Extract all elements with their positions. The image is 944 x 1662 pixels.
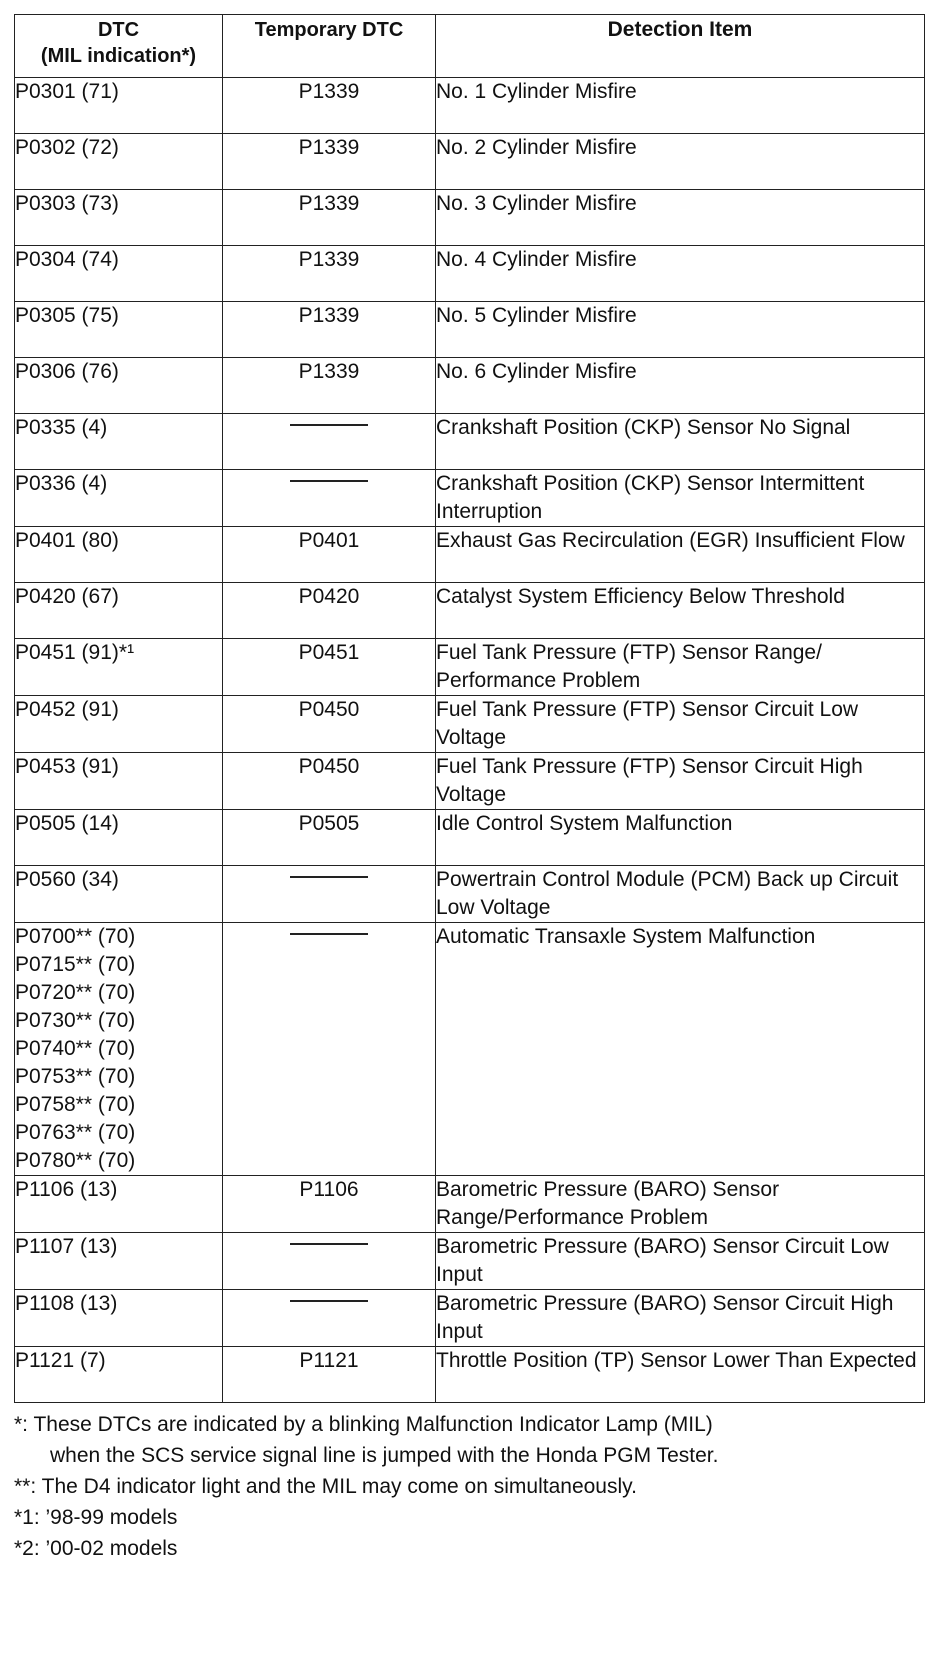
table-header-row <box>15 15 925 78</box>
header-dtc-title: DTC <box>97 19 140 41</box>
dtc-code: P0730** (70) <box>15 1009 136 1032</box>
table-row <box>15 1176 925 1233</box>
dtc-table-body <box>15 78 925 1403</box>
detection-item-cell: No. 5 Cylinder Misfire <box>436 302 925 358</box>
dtc-code: P0336 (4) <box>15 472 108 495</box>
temporary-dtc-cell: P0451 <box>223 639 436 696</box>
detection-item-cell: No. 1 Cylinder Misfire <box>436 78 925 134</box>
table-row <box>15 358 925 414</box>
dtc-code: P0420 (67) <box>15 585 119 608</box>
no-temporary-dtc-dash <box>290 480 368 482</box>
detection-item-cell: Fuel Tank Pressure (FTP) Sensor Circuit Low Voltage <box>436 696 925 753</box>
dtc-code-cell <box>15 1176 223 1233</box>
detection-item-cell: Barometric Pressure (BARO) Sensor Range/Performance Problem <box>436 1176 925 1233</box>
footnote-d4-indicator: **: The D4 indicator light and the MIL may come on simultaneously. <box>14 1475 637 1498</box>
detection-item-cell: Throttle Position (TP) Sensor Lower Than Expected <box>436 1347 925 1403</box>
temporary-dtc-cell: P0450 <box>223 696 436 753</box>
table-row <box>15 470 925 527</box>
dtc-code: P0302 (72) <box>15 136 119 159</box>
no-temporary-dtc-dash <box>290 933 368 935</box>
temporary-dtc-cell: P1339 <box>223 190 436 246</box>
detection-item-cell: Barometric Pressure (BARO) Sensor Circuit Low Input <box>436 1233 925 1290</box>
header-detection-item: Detection Item <box>436 15 925 78</box>
dtc-code: P0401 (80) <box>15 529 119 552</box>
table-row <box>15 866 925 923</box>
table-row <box>15 696 925 753</box>
temporary-dtc-cell <box>223 1233 436 1290</box>
footnote-mil-line2: when the SCS service signal line is jumped with the Honda PGM Tester. <box>50 1444 719 1467</box>
table-row <box>15 190 925 246</box>
dtc-code: P0740** (70) <box>15 1037 136 1060</box>
detection-item-cell: Powertrain Control Module (PCM) Back up Circuit Low Voltage <box>436 866 925 923</box>
footnotes <box>14 1409 924 1564</box>
dtc-table <box>14 14 925 1403</box>
dtc-code: P1108 (13) <box>15 1292 118 1315</box>
temporary-dtc-cell: P1339 <box>223 302 436 358</box>
dtc-code-cell <box>15 1347 223 1403</box>
detection-item-cell: Idle Control System Malfunction <box>436 810 925 866</box>
temporary-dtc-cell: P1339 <box>223 246 436 302</box>
temporary-dtc-cell <box>223 1290 436 1347</box>
detection-item-cell: No. 4 Cylinder Misfire <box>436 246 925 302</box>
detection-item-cell: Crankshaft Position (CKP) Sensor No Signal <box>436 414 925 470</box>
dtc-code: P0780** (70) <box>15 1149 136 1172</box>
table-row <box>15 414 925 470</box>
temporary-dtc-cell: P0505 <box>223 810 436 866</box>
temporary-dtc-cell: P1121 <box>223 1347 436 1403</box>
dtc-code-cell <box>15 1290 223 1347</box>
header-dtc-subtitle: (MIL indication*) <box>40 45 197 67</box>
header-temporary-dtc: Temporary DTC <box>223 15 436 78</box>
temporary-dtc-cell <box>223 866 436 923</box>
dtc-code-cell <box>15 753 223 810</box>
table-row <box>15 1290 925 1347</box>
temporary-dtc-cell <box>223 923 436 1176</box>
table-row <box>15 923 925 1176</box>
dtc-code-cell <box>15 923 223 1176</box>
dtc-code: P0451 (91)*¹ <box>15 641 135 664</box>
dtc-code: P0763** (70) <box>15 1121 136 1144</box>
no-temporary-dtc-dash <box>290 424 368 426</box>
dtc-code-cell <box>15 302 223 358</box>
temporary-dtc-cell: P1339 <box>223 358 436 414</box>
footnote-mil-line1: *: These DTCs are indicated by a blinking Malfunction Indicator Lamp (MIL) <box>14 1413 713 1436</box>
table-row <box>15 246 925 302</box>
dtc-code: P0505 (14) <box>15 812 119 835</box>
dtc-code-cell <box>15 470 223 527</box>
table-row <box>15 1233 925 1290</box>
detection-item-cell: Fuel Tank Pressure (FTP) Sensor Circuit High Voltage <box>436 753 925 810</box>
dtc-code: P0303 (73) <box>15 192 119 215</box>
dtc-code-cell <box>15 696 223 753</box>
dtc-code: P0335 (4) <box>15 416 108 439</box>
dtc-code: P0700** (70) <box>15 925 136 948</box>
footnote-models-00-02: *2: ’00-02 models <box>14 1537 178 1560</box>
detection-item-cell: No. 6 Cylinder Misfire <box>436 358 925 414</box>
table-row <box>15 1347 925 1403</box>
table-row <box>15 583 925 639</box>
dtc-code: P0304 (74) <box>15 248 119 271</box>
dtc-code: P0452 (91) <box>15 698 119 721</box>
dtc-code-cell <box>15 810 223 866</box>
dtc-code: P0720** (70) <box>15 981 136 1004</box>
no-temporary-dtc-dash <box>290 1300 368 1302</box>
dtc-code-cell <box>15 639 223 696</box>
dtc-code-cell <box>15 78 223 134</box>
temporary-dtc-cell: P0401 <box>223 527 436 583</box>
table-row <box>15 78 925 134</box>
table-row <box>15 527 925 583</box>
table-row <box>15 134 925 190</box>
detection-item-cell: No. 3 Cylinder Misfire <box>436 190 925 246</box>
detection-item-cell: No. 2 Cylinder Misfire <box>436 134 925 190</box>
table-row <box>15 753 925 810</box>
temporary-dtc-cell: P0420 <box>223 583 436 639</box>
dtc-code: P0301 (71) <box>15 80 119 103</box>
detection-item-cell: Exhaust Gas Recirculation (EGR) Insufficient Flow <box>436 527 925 583</box>
header-dtc <box>15 15 223 78</box>
table-row <box>15 639 925 696</box>
dtc-code-cell <box>15 134 223 190</box>
table-row <box>15 810 925 866</box>
temporary-dtc-cell <box>223 414 436 470</box>
dtc-code: P0753** (70) <box>15 1065 136 1088</box>
temporary-dtc-cell <box>223 470 436 527</box>
dtc-document <box>14 14 924 1564</box>
dtc-code-cell <box>15 527 223 583</box>
dtc-code: P0453 (91) <box>15 755 119 778</box>
dtc-code-cell <box>15 583 223 639</box>
table-row <box>15 302 925 358</box>
dtc-code-cell <box>15 1233 223 1290</box>
dtc-code-cell <box>15 414 223 470</box>
temporary-dtc-cell: P1339 <box>223 134 436 190</box>
footnote-models-98-99: *1: ’98-99 models <box>14 1506 178 1529</box>
dtc-code-cell <box>15 246 223 302</box>
detection-item-cell: Fuel Tank Pressure (FTP) Sensor Range/ Performance Problem <box>436 639 925 696</box>
temporary-dtc-cell: P1106 <box>223 1176 436 1233</box>
detection-item-cell: Crankshaft Position (CKP) Sensor Intermittent Interruption <box>436 470 925 527</box>
detection-item-cell: Automatic Transaxle System Malfunction <box>436 923 925 1176</box>
dtc-code: P0715** (70) <box>15 953 136 976</box>
detection-item-cell: Catalyst System Efficiency Below Threshold <box>436 583 925 639</box>
dtc-code: P0758** (70) <box>15 1093 136 1116</box>
dtc-code-cell <box>15 358 223 414</box>
dtc-code: P0305 (75) <box>15 304 119 327</box>
dtc-code-cell <box>15 866 223 923</box>
dtc-code-cell <box>15 190 223 246</box>
no-temporary-dtc-dash <box>290 1243 368 1245</box>
temporary-dtc-cell: P1339 <box>223 78 436 134</box>
dtc-code: P0560 (34) <box>15 868 119 891</box>
no-temporary-dtc-dash <box>290 876 368 878</box>
temporary-dtc-cell: P0450 <box>223 753 436 810</box>
dtc-code: P1107 (13) <box>15 1235 118 1258</box>
detection-item-cell: Barometric Pressure (BARO) Sensor Circuit High Input <box>436 1290 925 1347</box>
dtc-code: P0306 (76) <box>15 360 119 383</box>
dtc-code: P1106 (13) <box>15 1178 118 1201</box>
dtc-code: P1121 (7) <box>15 1349 106 1372</box>
